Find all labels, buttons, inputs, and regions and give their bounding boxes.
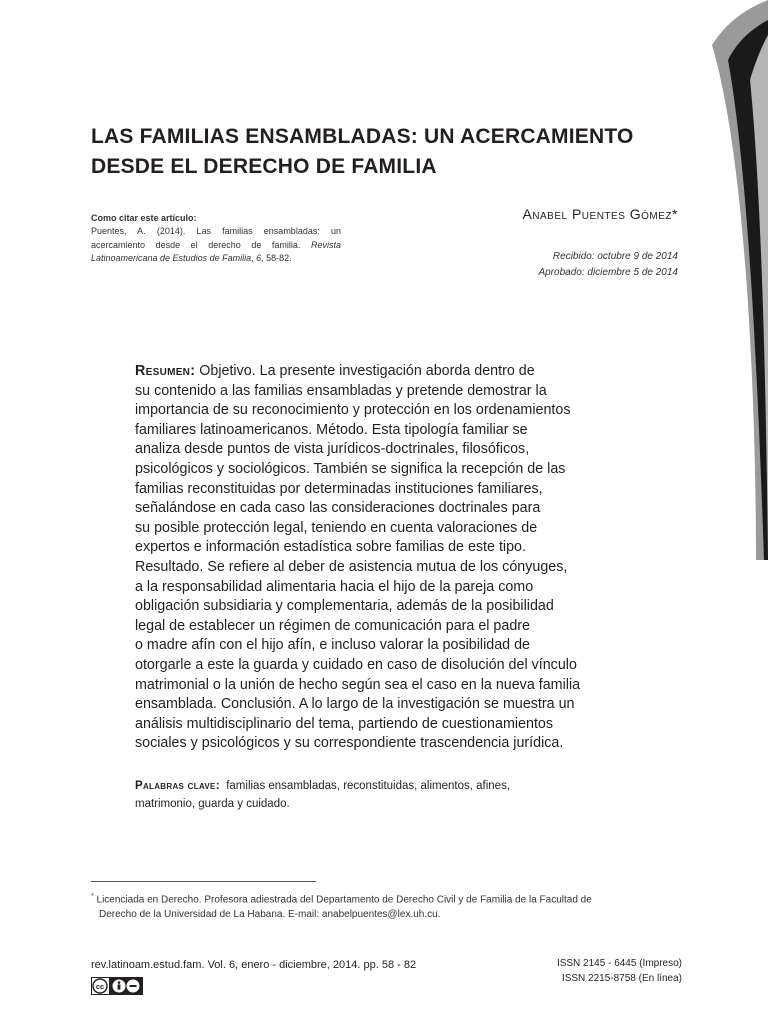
citation-journal-name: Revista Latinoamericana de Estudios de Familia <box>91 239 341 263</box>
citation-heading: Como citar este artículo: <box>91 213 197 223</box>
abstract-line: sociales y psicológicos y su correspondiente trascendencia jurídica. <box>135 735 564 752</box>
abstract-line: a la responsabilidad alimentaria hacia el hijo de la pareja como <box>135 578 534 595</box>
abstract-line: expertos e información estadística sobre familias de este tipo. <box>135 539 526 556</box>
citation-volume: 6 <box>256 252 262 263</box>
issn-block <box>557 956 682 986</box>
author-name: Anabel Puentes Gómez* <box>522 206 678 222</box>
issn-print: ISSN 2145 - 6445 (Impreso) <box>556 958 682 969</box>
footnote-text: Licenciada en Derecho. Profesora adiestrada del Departamento de Derecho Civil y de Familia de la Facultad de <box>96 894 592 906</box>
citation-pages: , 58-82. <box>261 252 292 263</box>
footnote-line-2: Derecho de la Universidad de La Habana. E-mail: anabelpuentes@lex.uh.cu. <box>99 909 441 921</box>
keywords-line-2: matrimonio, guarda y cuidado. <box>135 797 290 810</box>
abstract-line: Resultado. Se refiere al deber de asistencia mutua de los cónyuges, <box>135 558 568 575</box>
abstract-line: su contenido a las familias ensambladas y pretende demostrar la <box>135 382 547 399</box>
abstract-line: familias reconstituidas por determinadas instituciones familiares, <box>135 480 543 497</box>
abstract-line: análisis multidisciplinario del tema, partiendo de cuestionamientos <box>135 715 554 732</box>
citation-block <box>91 212 341 265</box>
abstract-line: ensamblada. Conclusión. A lo largo de la investigación se muestra un <box>135 696 575 713</box>
keywords <box>135 778 615 813</box>
page-edge-tab-decoration <box>708 0 768 560</box>
title-line-2: DESDE EL DERECHO DE FAMILIA <box>91 155 437 178</box>
publication-dates <box>538 249 678 281</box>
citation-reference: Puentes, A. (2014). Las familias ensambladas: un acercamiento desde el derecho de familia. <box>91 226 341 250</box>
abstract-line: obligación subsidiaria y complementaria, además de la posibilidad <box>135 598 554 615</box>
footnote-line-1 <box>91 889 691 907</box>
issn-online: ISSN 2215-8758 (En línea) <box>561 973 682 984</box>
article-title <box>91 122 691 182</box>
abstract-line: analiza desde puntos de vista jurídicos-doctrinales, filosóficos, <box>135 441 530 458</box>
citation-text <box>91 225 341 265</box>
abstract-line: o madre afín con el hijo afín, e incluso valorar la posibilidad de <box>135 637 530 654</box>
abstract-line <box>135 362 635 382</box>
approved-date: Aprobado: diciembre 5 de 2014 <box>538 267 678 278</box>
creative-commons-license-icon <box>91 977 143 995</box>
cc-badge-text: cc <box>95 981 105 991</box>
abstract <box>135 362 635 754</box>
keywords-text: familias ensambladas, reconstituidas, alimentos, afines, <box>226 780 511 792</box>
abstract-line: psicológicos y sociológicos. También se significa la recepción de las <box>135 460 566 477</box>
abstract-line: matrimonial o la unión de hecho según sea el caso en la nueva familia <box>135 676 581 693</box>
keywords-line-1 <box>135 778 615 796</box>
abstract-line: señalándose en cada caso las consideraciones doctrinales para <box>135 500 541 517</box>
abstract-label: Resumen: <box>135 363 196 379</box>
title-line-1: LAS FAMILIAS ENSAMBLADAS: UN ACERCAMIENTO <box>91 125 634 148</box>
received-date: Recibido: octubre 9 de 2014 <box>552 251 678 262</box>
abstract-line: familiares latinoamericanos. Método. Esta tipología familiar se <box>135 421 528 438</box>
keywords-label: Palabras clave: <box>135 780 220 792</box>
abstract-line: importancia de su reconocimiento y protección en los ordenamientos <box>135 402 571 419</box>
author-footnote <box>91 889 691 922</box>
abstract-line: otorgarle a este la guarda y cuidado en caso de disolución del vínculo <box>135 656 577 673</box>
footnote-divider <box>91 881 316 882</box>
citation-separator: , <box>251 252 257 263</box>
footnote-marker: * <box>91 893 94 900</box>
abstract-line: legal de establecer un régimen de comunicación para el padre <box>135 617 531 634</box>
journal-reference: rev.latinoam.estud.fam. Vol. 6, enero - diciembre, 2014. pp. 58 - 82 <box>91 959 417 971</box>
abstract-text: Objetivo. La presente investigación aborda dentro de <box>199 363 535 379</box>
abstract-line: su posible protección legal, teniendo en cuenta valoraciones de <box>135 519 538 536</box>
